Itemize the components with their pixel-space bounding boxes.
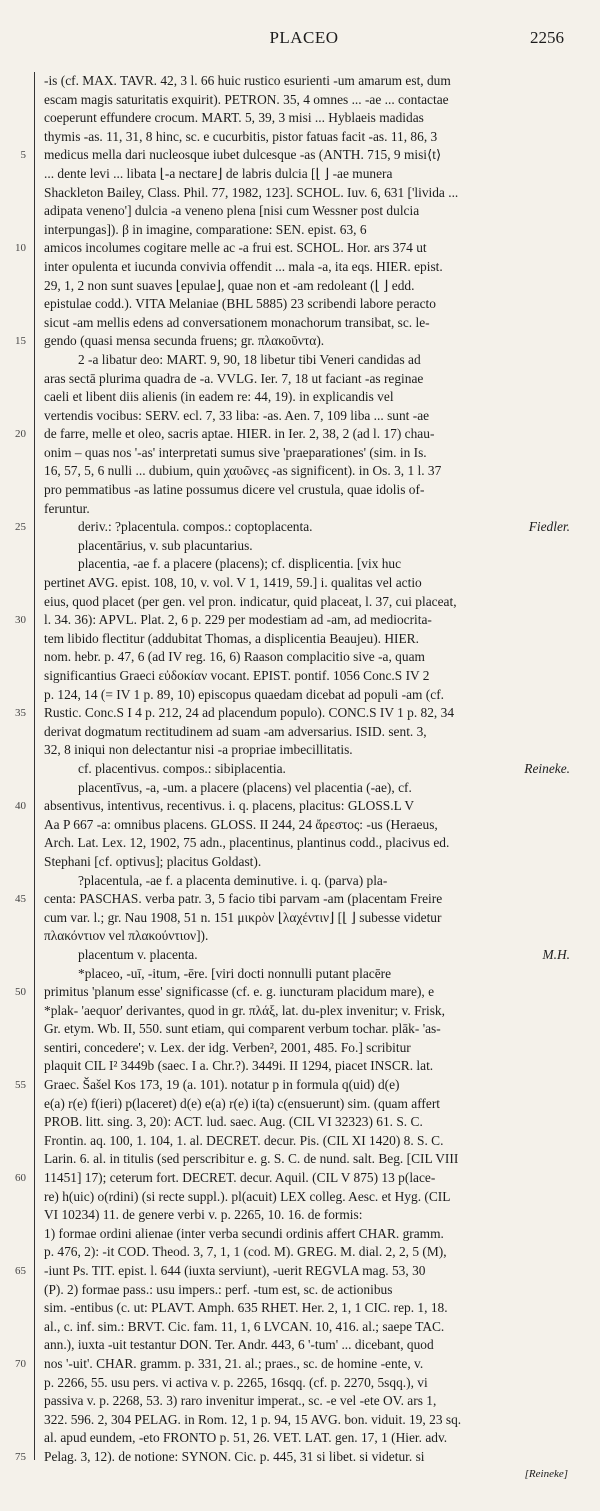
text-line	[44, 221, 570, 240]
author-credit: M.H.	[542, 946, 570, 962]
text-line	[44, 723, 570, 742]
text-line	[44, 165, 570, 184]
text-line	[44, 239, 570, 258]
text-line	[44, 146, 570, 165]
line-text: Graec. Šašel Kos 173, 19 (a. 101). notatur p in formula q(uid) d(e)	[44, 1077, 400, 1093]
text-line	[44, 834, 570, 853]
page-header	[44, 28, 564, 56]
line-text: sim. -entibus (c. ut: PLAVT. Amph. 635 RHET. Her. 2, 1, 1 CIC. rep. 1, 18.	[44, 1300, 448, 1316]
line-text: caeli et libent diis alienis (in eadem re: 44, 19). in explicandis vel	[44, 389, 394, 405]
text-line	[44, 797, 570, 816]
line-text: cf. placentivus. compos.: sibiplacentia.	[78, 760, 286, 776]
line-text: placentārius, v. sub placuntarius.	[78, 537, 253, 553]
line-text: de farre, melle et oleo, sacris aptae. HIER. in Ier. 2, 38, 2 (ad l. 17) chau-	[44, 426, 435, 442]
text-line	[44, 1169, 570, 1188]
text-line	[44, 927, 570, 946]
text-line	[44, 1150, 570, 1169]
line-text: epistulae codd.). VITA Melaniae (BHL 5885) 23 scribendi labore peracto	[44, 296, 436, 312]
line-text: nom. hebr. p. 47, 6 (ad IV reg. 16, 6) Raason complacitio sive -a, quam	[44, 649, 425, 665]
author-credit: Fiedler.	[528, 519, 570, 535]
line-number: 60	[15, 1172, 26, 1185]
text-line	[44, 518, 570, 537]
text-line	[44, 258, 570, 277]
line-text: -iunt Ps. TIT. epist. l. 644 (iuxta serviunt), -uerit REGVLA mag. 53, 30	[44, 1263, 426, 1278]
line-text: p. 476, 2): -it COD. Theod. 3, 7, 1, 1 (cod. M). GREG. M. dial. 2, 2, 5 (M),	[44, 1244, 447, 1260]
text-line	[44, 1057, 570, 1076]
line-text: cum var. l.; gr. Nau 1908, 51 n. 151 μικρὸν ⌊λαχέντιν⌋ [⌊ ⌋ subesse videtur	[44, 909, 442, 925]
text-line	[44, 555, 570, 574]
line-text: placentia, -ae f. a placere (placens); cf. displicentia. [vix huc	[78, 556, 402, 572]
line-text: re) h(uic) o(rdini) (si recte suppl.). pl(acuit) LEX colleg. Aesc. et Hyg. (CIL	[44, 1188, 451, 1204]
page-title: PLACEO	[269, 28, 339, 47]
text-line	[44, 1281, 570, 1300]
line-text: l. 34. 36): APVL. Plat. 2, 6 p. 229 per modestiam ad -am, ad mediocrita-	[44, 612, 432, 628]
text-line	[44, 983, 570, 1002]
text-line	[44, 1039, 570, 1058]
text-line	[44, 1318, 570, 1337]
line-text: 29, 1, 2 non sunt suaves ⌊epulae⌋, quae non et -am redoleant (⌊ ⌋ edd.	[44, 277, 415, 293]
line-text: coeperunt effundere crocum. MART. 5, 39, 3 misi ... Hyblaeis madidas	[44, 110, 424, 126]
text-line	[44, 630, 570, 649]
page-number: 2256	[530, 28, 564, 47]
text-line	[44, 1188, 570, 1207]
line-text: -is (cf. MAX. TAVR. 42, 3 l. 66 huic rustico esurienti -um amarum est, dum	[44, 73, 451, 88]
line-number: 20	[15, 428, 26, 441]
line-number: 35	[15, 707, 26, 720]
line-text: medicus mella dari nucleosque iubet dulcesque -as (ANTH. 715, 9 misi⟨t⟩	[44, 147, 442, 163]
text-line	[44, 872, 570, 891]
text-line	[44, 704, 570, 723]
gutter-rule	[34, 72, 35, 1460]
line-text: Gr. etym. Wb. II, 550. sunt etiam, qui comparent verbum tochar. plāk- 'as-	[44, 1021, 441, 1037]
text-line	[44, 1262, 570, 1281]
line-text: aras sectā plurima quadra de -a. VVLG. Ier. 7, 18 ut faciant -as reginae	[44, 370, 424, 386]
text-line	[44, 91, 570, 110]
line-text: Stephani [cf. optivus]; placitus Goldast).	[44, 853, 262, 869]
line-text: feruntur.	[44, 500, 90, 516]
line-text: 11451] 17); ceterum fort. DECRET. decur. Aquil. (CIL V 875) 13 p(lace-	[44, 1170, 436, 1186]
text-line	[44, 1336, 570, 1355]
text-line	[44, 965, 570, 984]
text-line	[44, 462, 570, 481]
text-line	[44, 500, 570, 519]
line-text: 16, 57, 5, 6 nulli ... dubium, quin χαυῶνες -as significent). in Os. 3, 1 l. 37	[44, 463, 442, 479]
text-line	[44, 407, 570, 426]
text-line	[44, 593, 570, 612]
line-text: e(a) r(e) f(ieri) p(laceret) d(e) e(a) r(e) i(ta) c(ensuerunt) sim. (quam affert	[44, 1095, 441, 1111]
text-line	[44, 890, 570, 909]
text-line	[44, 537, 570, 556]
line-text: escam magis saturitatis exquirit). PETRON. 35, 4 omnes ... -ae ... contactae	[44, 91, 449, 107]
line-text: nos '-uit'. CHAR. gramm. p. 331, 21. al.; praes., sc. de homine -ente, v.	[44, 1355, 424, 1371]
author-credit: Reineke.	[524, 760, 570, 776]
line-text: vertendis vocibus: SERV. ecl. 7, 33 liba: -as. Aen. 7, 109 liba ... sunt -ae	[44, 407, 430, 423]
line-number: 25	[15, 521, 26, 534]
line-text: thymis -as. 11, 31, 8 hinc, sc. e cucurbitis, pistor fatuas facit -as. 11, 86, 3	[44, 128, 438, 144]
text-line	[44, 816, 570, 835]
line-text: p. 124, 14 (= IV 1 p. 89, 10) episcopus quaedam dicebat ad populi -am (cf.	[44, 686, 444, 702]
text-line	[44, 370, 570, 389]
entry-text	[44, 72, 570, 1467]
text-line	[44, 1002, 570, 1021]
line-number: 40	[15, 800, 26, 813]
author-signature: [Reineke]	[524, 1468, 568, 1480]
text-line	[44, 295, 570, 314]
text-line	[44, 1206, 570, 1225]
line-number: 55	[15, 1079, 26, 1092]
text-line	[44, 1299, 570, 1318]
line-text: Arch. Lat. Lex. 12, 1902, 75 adn., placentinus, plantinus codd., placivus ed.	[44, 835, 450, 851]
text-line	[44, 1355, 570, 1374]
text-line	[44, 1448, 570, 1467]
line-text: sicut -am mellis edens ad conversationem monachorum transibat, sc. le-	[44, 314, 430, 330]
line-text: Frontin. aq. 100, 1. 104, 1. al. DECRET. decur. Pis. (CIL XI 1420) 8. S. C.	[44, 1132, 444, 1148]
line-text: absentivus, intentivus, recentivus. i. q. placens, placitus: GLOSS.L V	[44, 798, 415, 814]
line-text: ?placentula, -ae f. a placenta deminutive. i. q. (parva) pla-	[78, 872, 388, 888]
line-text: tem libido flectitur (addubitat Thomas, a displicentia Beaujeu). HIER.	[44, 630, 419, 646]
text-line	[44, 667, 570, 686]
text-line	[44, 72, 570, 91]
text-line	[44, 481, 570, 500]
line-text: sentiri, concedere'; v. Lex. der idg. Verben², 2001, 485. Fo.] scribitur	[44, 1039, 411, 1055]
text-line	[44, 946, 570, 965]
text-line	[44, 909, 570, 928]
line-text: Rustic. Conc.S I 4 p. 212, 24 ad placendum populo). CONC.S IV 1 p. 82, 34	[44, 705, 455, 721]
line-text: derivat dogmatum rectitudinem ad suam -am adversarius. ISID. sent. 3,	[44, 723, 427, 739]
line-text: eius, quod placet (per gen. vel pron. indicatur, quid placeat, l. 37, cui placeat,	[44, 593, 457, 609]
text-line	[44, 648, 570, 667]
line-text: *placeo, -uī, -itum, -ēre. [viri docti nonnulli putant placēre	[78, 965, 392, 981]
line-text: 1) formae ordini alienae (inter verba secundi ordinis affert CHAR. gramm.	[44, 1225, 444, 1241]
text-line	[44, 351, 570, 370]
line-text: al., c. inf. sim.: BRVT. Cic. fam. 11, 1, 6 LVCAN. 10, 416. al.; saepe TAC.	[44, 1318, 445, 1334]
text-line	[44, 425, 570, 444]
line-text: PROB. litt. sing. 3, 20): ACT. lud. saec. Aug. (CIL VI 32323) 61. S. C.	[44, 1114, 423, 1130]
line-text: Shackleton Bailey, Class. Phil. 77, 1982, 123]. SCHOL. Iuv. 6, 631 ['livida ...	[44, 184, 459, 200]
text-line	[44, 1132, 570, 1151]
line-text: 2 -a libatur deo: MART. 9, 90, 18 libetur tibi Veneri candidas ad	[78, 351, 421, 367]
text-line	[44, 444, 570, 463]
line-number: 70	[15, 1358, 26, 1371]
line-number: 65	[15, 1265, 26, 1278]
text-line	[44, 1429, 570, 1448]
text-line	[44, 202, 570, 221]
line-text: pro pemmatibus -as latine possumus dicere vel crustula, quae idolis of-	[44, 482, 425, 498]
text-line	[44, 574, 570, 593]
text-line	[44, 1020, 570, 1039]
line-text: *plak- 'aequor' derivantes, quod in gr. πλάξ, lat. du-plex invenitur; v. Frisk,	[44, 1002, 445, 1018]
line-text: (P). 2) formae pass.: usu impers.: perf. -tum est, sc. de actionibus	[44, 1281, 393, 1297]
text-line	[44, 741, 570, 760]
text-line	[44, 1392, 570, 1411]
line-text: adipata veneno'] dulcia -a veneno plena [nisi cum Wessner post dulcia	[44, 203, 420, 219]
line-number: 30	[15, 614, 26, 627]
text-line	[44, 128, 570, 147]
line-text: deriv.: ?placentula. compos.: coptoplacenta.	[78, 519, 313, 535]
text-line	[44, 1243, 570, 1262]
line-text: plaquit CIL I² 3449b (saec. I a. Chr.?). 3449i. II 1294, piacet INSCR. lat.	[44, 1058, 434, 1074]
line-number: 15	[15, 335, 26, 348]
text-line	[44, 1076, 570, 1095]
line-text: primitus 'planum esse' significasse (cf. e. g. iuncturam placidum mare), e	[44, 984, 435, 1000]
line-text: significantius Graeci εὐδοκίαν vocant. EPIST. pontif. 1056 Conc.S IV 2	[44, 668, 430, 683]
text-line	[44, 332, 570, 351]
text-line	[44, 1411, 570, 1430]
text-line	[44, 760, 570, 779]
text-line	[44, 1374, 570, 1393]
line-text: p. 2266, 55. usu pers. vi activa v. p. 2265, 16sqq. (cf. p. 2270, 5sqq.), vi	[44, 1374, 428, 1390]
text-line	[44, 109, 570, 128]
line-text: pertinet AVG. epist. 108, 10, v. vol. V 1, 1419, 59.] i. qualitas vel actio	[44, 575, 422, 591]
line-text: placentīvus, -a, -um. a placere (placens) vel placentia (-ae), cf.	[78, 779, 412, 795]
line-text: interpungas]). β in imagine, comparatione: SEN. epist. 63, 6	[44, 221, 367, 237]
text-line	[44, 611, 570, 630]
text-line	[44, 277, 570, 296]
line-text: ... dente levi ... libata ⌊-a nectare⌋ de labris dulcia [⌊ ⌋ -ae munera	[44, 165, 393, 181]
line-text: amicos incolumes cogitare melle ac -a frui est. SCHOL. Hor. ars 374 ut	[44, 240, 427, 256]
line-text: πλακόντιον vel πλακούντιον]).	[44, 928, 209, 944]
line-text: ann.), iuxta -uit testantur DON. Ter. Andr. 443, 6 '-tum' ... dicebant, quod	[44, 1337, 434, 1353]
text-line	[44, 388, 570, 407]
text-line	[44, 779, 570, 798]
line-text: Aa P 667 -a: omnibus placens. GLOSS. II 244, 24 ἄρεστος: -us (Heraeus,	[44, 816, 438, 832]
line-text: onim – quas nos '-as' interpretati sumus sive 'praeparationes' (sim. in Is.	[44, 444, 427, 460]
line-text: Larin. 6. al. in titulis (sed perscribitur e. g. S. C. de nund. salt. Beg. [CIL VIII	[44, 1151, 459, 1167]
line-number: 10	[15, 242, 26, 255]
text-line	[44, 853, 570, 872]
line-text: 322. 596. 2, 304 PELAG. in Rom. 12, 1 p. 94, 15 AVG. bon. viduit. 19, 23 sq.	[44, 1411, 462, 1427]
text-line	[44, 184, 570, 203]
line-text: inter opulenta et iucunda convivia offendit ... mala -a, ita eqs. HIER. epist.	[44, 258, 443, 274]
text-line	[44, 314, 570, 333]
text-line	[44, 1095, 570, 1114]
line-text: centa: PASCHAS. verba patr. 3, 5 facio tibi parvam -am (placentam Freire	[44, 891, 443, 907]
line-number: 50	[15, 986, 26, 999]
text-line	[44, 686, 570, 705]
line-text: al. apud eundem, -eto FRONTO p. 51, 26. VET. LAT. gen. 17, 1 (Hier. adv.	[44, 1430, 448, 1446]
line-text: 32, 8 iniqui non delectantur nisi -a propriae imbecillitatis.	[44, 742, 353, 758]
text-line	[44, 1113, 570, 1132]
line-text: passiva v. p. 2268, 53. 3) raro invenitur imperat., sc. -e vel -ete OV. ars 1,	[44, 1393, 437, 1409]
line-text: gendo (quasi mensa secunda fruens; gr. πλακοῦντα).	[44, 333, 325, 349]
line-text: VI 10234) 11. de genere verbi v. p. 2265, 10. 16. de formis:	[44, 1207, 363, 1223]
line-text: placentum v. placenta.	[78, 946, 198, 962]
line-number: 5	[20, 149, 26, 162]
text-line	[44, 1225, 570, 1244]
line-text: Pelag. 3, 12). de notione: SYNON. Cic. p. 445, 31 si libet. si videtur. si	[44, 1448, 425, 1464]
line-number: 45	[15, 893, 26, 906]
line-number: 75	[15, 1451, 26, 1464]
